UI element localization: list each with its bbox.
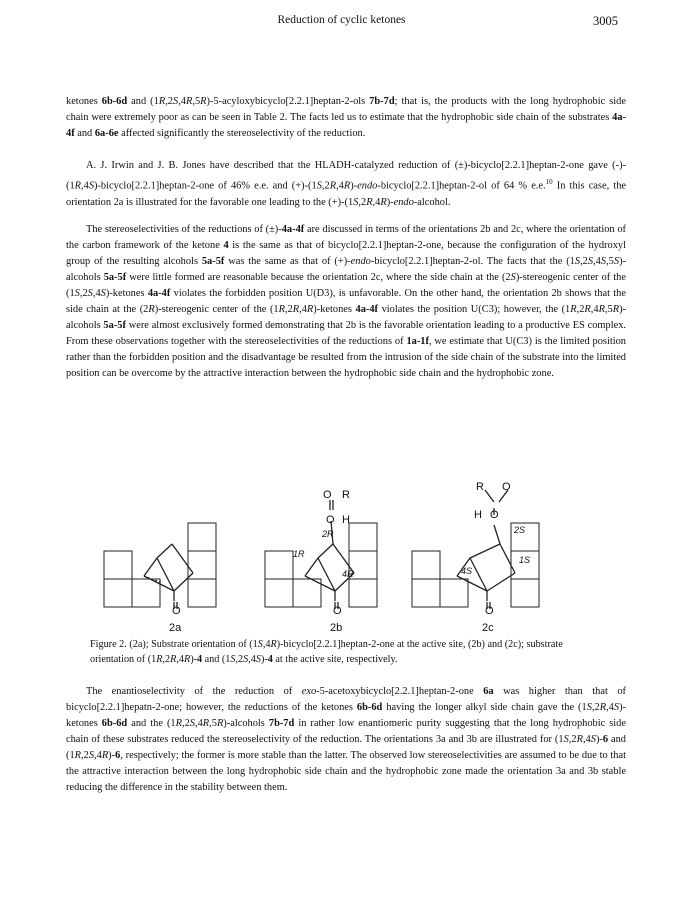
figure-2b-label-4r: 4R bbox=[342, 569, 354, 579]
paragraph-2 bbox=[66, 158, 626, 211]
figure-2a-oxygen: O bbox=[172, 605, 181, 617]
figure-2c-hydrogen: H bbox=[474, 509, 482, 521]
figure-2b-hydrogen: H bbox=[342, 514, 350, 526]
running-title: Reduction of cyclic ketones bbox=[277, 14, 406, 26]
figure-2b-label: 2b bbox=[330, 622, 343, 634]
paragraph-4-text: The enantioselectivity of the reduction of exo-5-acetoxybicyclo[2.2.1]heptan-2-one 6a was higher than that of bicyclo[2.2.1]hepatn-2-one; however, the reductions of the ketones 6b-6d having the longer alkyl side chain gave the (1S,2R,4S)-ketones 6b-6d and the (1R,2S,4R,5R)-alcohols 7b-7d in rather low enantiomeric purity suggesting that the long hydrophobic side chain of these substrates reduced the stereoselectivity of the reduction. The orientations 3a and 3b are illustrated for (1S,2R,4S)-6 and (1R,2S,4R)-6, respectively; the former is more stable than the latter. The observed low stereoselectivities are assumed to be due to that the attractive interaction between the long hydrophobic side chain and the hydrophobic zone made the orientation 3a and 3b stable reducing the difference in the stability between them. bbox=[66, 686, 627, 794]
figure-2 bbox=[90, 478, 590, 638]
figure-2c-active-site bbox=[412, 523, 539, 607]
figure-2c-ester-oxygen: O bbox=[490, 509, 499, 521]
figure-2a-label: 2a bbox=[169, 622, 182, 634]
figure-2b-label-1r: 1R bbox=[293, 549, 305, 559]
paragraph-3 bbox=[66, 222, 626, 382]
figure-2c-carbonyl-oxygen: O bbox=[502, 481, 511, 493]
figure-2-caption: Figure 2. (2a); Substrate orientation of (1S,4R)-bicyclo[2.2.1]heptan-2-one at the active site, (2b) and (2c); substrate orientation of (1R,2R,4R)-4 and (1S,2S,4S)-4 at the active site, respectively. bbox=[90, 639, 563, 665]
figure-2c-label-2s: 2S bbox=[514, 525, 526, 535]
paragraph-1 bbox=[66, 94, 626, 142]
figure-2c-label-1s: 1S bbox=[519, 555, 531, 565]
figure-2b-label-2r: 2R bbox=[322, 529, 334, 539]
figure-2c-r-group: R bbox=[476, 481, 484, 493]
figure-2b-oxygen: O bbox=[333, 605, 342, 617]
figure-2b-ester-oxygen: O bbox=[326, 514, 335, 526]
figure-2c-molecule bbox=[457, 490, 515, 609]
figure-2c-label: 2c bbox=[482, 622, 494, 634]
figure-2a-molecule bbox=[144, 544, 193, 609]
running-header bbox=[0, 14, 683, 30]
paragraph-3-text: The stereoselectivities of the reductions of (±)-4a-4f are discussed in terms of the orientations 2b and 2c, where the orientation of the carbon framework of the ketone 4 is the same as that of bicyclo[2.2.1]heptan-2-one, because the configuration of the hydroxyl group of the resulting alcohols 5a-5f was the same as that of (+)-endo-bicyclo[2.2.1]heptan-2-ol. The facts that the (1S,2S,4S,5S)-alcohols 5a-5f were little formed are reasonable because the orientation 2c, where the side chain at the (2S)-stereogenic center of the (1S,2S,4S)-ketones 4a-4f violates the forbidden position U(D3), is unfavorable. On the other hand, the orientation 2b shows that the side chain at the (2R)-stereogenic center of the (1R,2R,4R)-ketones 4a-4f violates the position U(C3); however, the (1R,2R,4R,5R)-alcohols 5a-5f were almost exclusively formed demonstrating that 2b is the favorable orientation leading to a productive ES complex. From these observations together with the stereoselectivities of the reductions of 1a-1f, we estimate that U(C3) is the limited position rather than the forbidden position and the disadvantage be resulted from the intrusion of the side chain of the substrate into the limited position can be overcome by the attractive interaction between the hydrophobic side chain and the hydrophobic zone. bbox=[66, 224, 627, 380]
figure-2c-oxygen: O bbox=[485, 605, 494, 617]
page-number: 3005 bbox=[593, 14, 618, 28]
figure-2c-label-4s: 4S bbox=[461, 566, 473, 576]
figure-2b-carbonyl-oxygen: O bbox=[323, 489, 332, 501]
paragraph-2-text: A. J. Irwin and J. B. Jones have described that the HLADH-catalyzed reduction of (±)-bicyclo[2.2.1]heptan-2-one gave (-)-(1R,4S)-bicyclo[2.2.1]heptan-2-one of 46% e.e. and (+)-(1S,2R,4R)-endo-bicyclo[2.2.1]heptan-2-ol of 64 % e.e.$^{10}$ In this case, the orientation 2a is illustrated for the favorable one leading to the (+)-(1S,2R,4R)-endo-alcohol. bbox=[66, 160, 627, 208]
figure-2b-r-group: R bbox=[342, 489, 350, 501]
paragraph-1-text: ketones 6b-6d and (1R,2S,4R,5R)-5-acyloxybicyclo[2.2.1]heptan-2-ols 7b-7d; that is, the products with the long hydrophobic side chain were extremely poor as can be seen in Table 2. The facts led us to estimate that the hydrophobic side chain of the substrates 4a-4f and 6a-6e affected significantly the stereoselectivity of the reduction. bbox=[66, 96, 626, 140]
paragraph-4 bbox=[66, 684, 626, 796]
